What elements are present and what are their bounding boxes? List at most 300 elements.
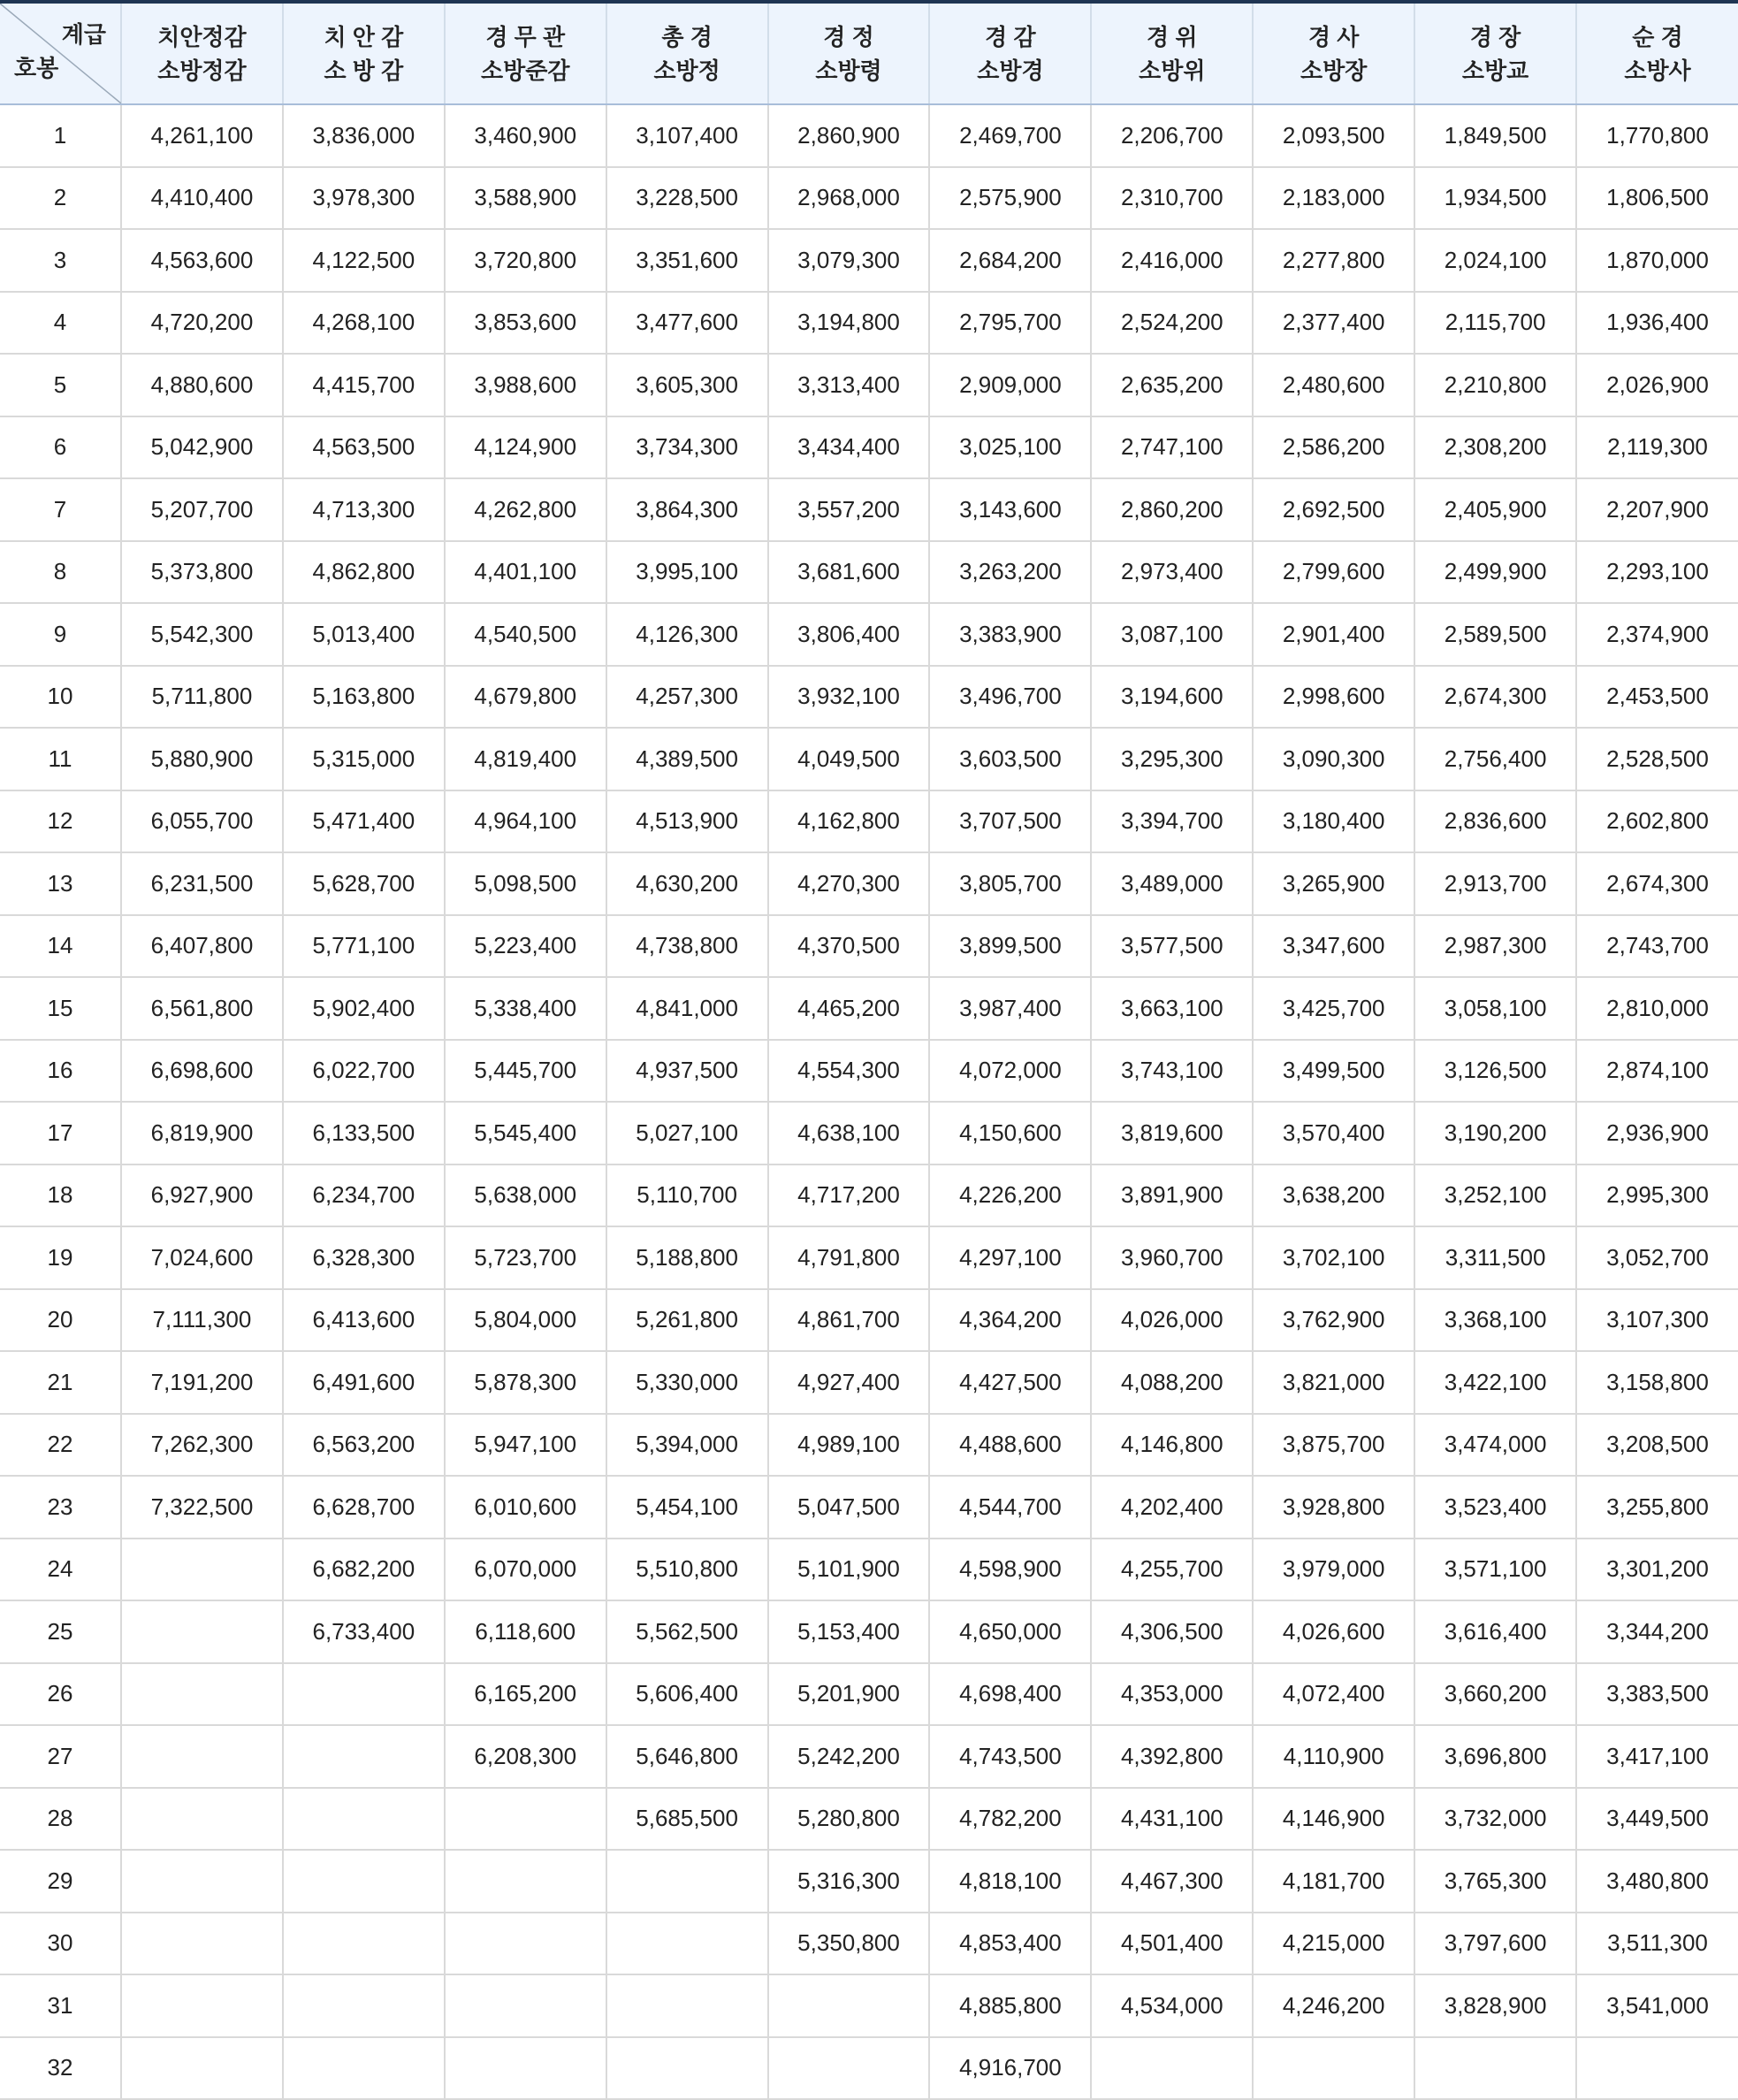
salary-cell xyxy=(768,1974,930,2037)
salary-cell: 3,058,100 xyxy=(1414,977,1576,1040)
salary-cell: 5,280,800 xyxy=(768,1788,930,1851)
salary-cell: 6,022,700 xyxy=(283,1040,445,1103)
salary-cell: 3,762,900 xyxy=(1253,1289,1414,1352)
salary-cell: 4,072,000 xyxy=(929,1040,1091,1103)
salary-cell: 3,891,900 xyxy=(1091,1165,1253,1227)
salary-cell: 3,743,100 xyxy=(1091,1040,1253,1103)
salary-cell: 4,743,500 xyxy=(929,1725,1091,1788)
salary-cell: 2,405,900 xyxy=(1414,478,1576,541)
salary-cell: 4,544,700 xyxy=(929,1476,1091,1539)
salary-cell: 3,107,300 xyxy=(1576,1289,1738,1352)
salary-cell: 2,183,000 xyxy=(1253,167,1414,230)
salary-cell: 2,207,900 xyxy=(1576,478,1738,541)
table-row xyxy=(0,1414,1738,1477)
salary-cell: 5,373,800 xyxy=(121,541,283,604)
salary-cell: 7,262,300 xyxy=(121,1414,283,1477)
salary-cell: 7,322,500 xyxy=(121,1476,283,1539)
step-cell: 26 xyxy=(0,1663,121,1726)
salary-cell: 6,055,700 xyxy=(121,790,283,853)
step-cell: 9 xyxy=(0,603,121,666)
step-corner-label: 호봉 xyxy=(14,55,59,81)
salary-cell xyxy=(283,1725,445,1788)
salary-cell: 3,499,500 xyxy=(1253,1040,1414,1103)
salary-cell: 4,861,700 xyxy=(768,1289,930,1352)
salary-cell: 2,747,100 xyxy=(1091,416,1253,479)
salary-cell: 3,158,800 xyxy=(1576,1351,1738,1414)
salary-cell: 6,491,600 xyxy=(283,1351,445,1414)
salary-cell: 5,454,100 xyxy=(606,1476,768,1539)
salary-cell: 3,806,400 xyxy=(768,603,930,666)
salary-cell: 6,561,800 xyxy=(121,977,283,1040)
salary-cell: 4,989,100 xyxy=(768,1414,930,1477)
salary-cell: 2,453,500 xyxy=(1576,666,1738,729)
salary-cell: 3,663,100 xyxy=(1091,977,1253,1040)
salary-cell: 3,979,000 xyxy=(1253,1539,1414,1601)
salary-cell: 4,841,000 xyxy=(606,977,768,1040)
salary-cell xyxy=(121,1539,283,1601)
salary-cell: 5,880,900 xyxy=(121,728,283,790)
salary-cell: 7,111,300 xyxy=(121,1289,283,1352)
salary-cell: 3,765,300 xyxy=(1414,1850,1576,1913)
rank-header-cell xyxy=(768,2,930,104)
table-row xyxy=(0,2037,1738,2100)
salary-cell xyxy=(283,1913,445,1975)
step-cell: 19 xyxy=(0,1226,121,1289)
salary-cell: 4,717,200 xyxy=(768,1165,930,1227)
salary-cell xyxy=(121,1913,283,1975)
salary-cell: 5,027,100 xyxy=(606,1102,768,1165)
salary-cell: 3,588,900 xyxy=(445,167,606,230)
salary-cell xyxy=(1576,2037,1738,2100)
salary-cell xyxy=(283,1974,445,2037)
salary-cell: 4,720,200 xyxy=(121,292,283,355)
salary-cell: 2,206,700 xyxy=(1091,104,1253,167)
salary-cell: 3,660,200 xyxy=(1414,1663,1576,1726)
step-cell: 4 xyxy=(0,292,121,355)
salary-cell: 5,628,700 xyxy=(283,852,445,915)
salary-cell: 7,191,200 xyxy=(121,1351,283,1414)
salary-cell: 5,047,500 xyxy=(768,1476,930,1539)
salary-cell xyxy=(445,2037,606,2100)
salary-cell: 2,499,900 xyxy=(1414,541,1576,604)
salary-cell xyxy=(121,1725,283,1788)
salary-cell: 4,638,100 xyxy=(768,1102,930,1165)
salary-cell: 4,162,800 xyxy=(768,790,930,853)
salary-cell: 5,223,400 xyxy=(445,915,606,978)
rank-header-cell xyxy=(1253,2,1414,104)
salary-cell xyxy=(283,1788,445,1851)
salary-cell: 4,257,300 xyxy=(606,666,768,729)
salary-cell: 4,181,700 xyxy=(1253,1850,1414,1913)
salary-cell: 4,465,200 xyxy=(768,977,930,1040)
salary-cell: 2,374,900 xyxy=(1576,603,1738,666)
salary-cell: 4,026,000 xyxy=(1091,1289,1253,1352)
salary-cell: 3,720,800 xyxy=(445,229,606,292)
salary-cell: 3,987,400 xyxy=(929,977,1091,1040)
table-row xyxy=(0,603,1738,666)
table-row xyxy=(0,790,1738,853)
table-row xyxy=(0,104,1738,167)
corner-header-cell xyxy=(0,2,121,104)
salary-cell: 2,973,400 xyxy=(1091,541,1253,604)
salary-cell: 3,228,500 xyxy=(606,167,768,230)
salary-cell: 3,052,700 xyxy=(1576,1226,1738,1289)
rank-header-cell xyxy=(606,2,768,104)
salary-cell: 6,407,800 xyxy=(121,915,283,978)
header-row xyxy=(0,2,1738,104)
salary-cell: 4,853,400 xyxy=(929,1913,1091,1975)
salary-cell: 5,013,400 xyxy=(283,603,445,666)
table-row xyxy=(0,1913,1738,1975)
salary-cell: 5,804,000 xyxy=(445,1289,606,1352)
salary-cell: 2,909,000 xyxy=(929,354,1091,416)
salary-cell: 5,261,800 xyxy=(606,1289,768,1352)
salary-cell: 5,188,800 xyxy=(606,1226,768,1289)
salary-cell: 5,542,300 xyxy=(121,603,283,666)
salary-cell: 2,093,500 xyxy=(1253,104,1414,167)
table-row xyxy=(0,1788,1738,1851)
rank-header-fire: 소방정감 xyxy=(157,57,247,84)
salary-cell: 2,684,200 xyxy=(929,229,1091,292)
salary-cell: 4,563,500 xyxy=(283,416,445,479)
table-row xyxy=(0,1102,1738,1165)
step-cell: 28 xyxy=(0,1788,121,1851)
salary-cell: 6,234,700 xyxy=(283,1165,445,1227)
salary-cell: 3,449,500 xyxy=(1576,1788,1738,1851)
table-row xyxy=(0,167,1738,230)
salary-cell: 4,306,500 xyxy=(1091,1600,1253,1663)
rank-header-cell xyxy=(1576,2,1738,104)
salary-cell: 4,630,200 xyxy=(606,852,768,915)
salary-cell: 2,119,300 xyxy=(1576,416,1738,479)
diagonal-divider xyxy=(0,4,121,103)
salary-cell: 6,628,700 xyxy=(283,1476,445,1539)
salary-cell: 3,805,700 xyxy=(929,852,1091,915)
salary-cell xyxy=(121,1974,283,2037)
table-row xyxy=(0,354,1738,416)
salary-cell: 3,301,200 xyxy=(1576,1539,1738,1601)
salary-cell: 2,795,700 xyxy=(929,292,1091,355)
step-cell: 31 xyxy=(0,1974,121,2037)
step-cell: 2 xyxy=(0,167,121,230)
salary-cell: 2,743,700 xyxy=(1576,915,1738,978)
salary-cell: 4,679,800 xyxy=(445,666,606,729)
salary-cell: 3,570,400 xyxy=(1253,1102,1414,1165)
salary-cell: 1,934,500 xyxy=(1414,167,1576,230)
salary-cell: 5,207,700 xyxy=(121,478,283,541)
table-row xyxy=(0,666,1738,729)
salary-cell: 2,810,000 xyxy=(1576,977,1738,1040)
salary-cell: 6,133,500 xyxy=(283,1102,445,1165)
salary-cell: 4,431,100 xyxy=(1091,1788,1253,1851)
salary-cell xyxy=(768,2037,930,2100)
salary-cell: 4,698,400 xyxy=(929,1663,1091,1726)
salary-cell: 4,124,900 xyxy=(445,416,606,479)
salary-cell: 3,194,800 xyxy=(768,292,930,355)
salary-cell xyxy=(1091,2037,1253,2100)
salary-cell: 4,146,800 xyxy=(1091,1414,1253,1477)
salary-cell: 5,163,800 xyxy=(283,666,445,729)
rank-header-cell xyxy=(121,2,283,104)
salary-cell: 4,488,600 xyxy=(929,1414,1091,1477)
table-row xyxy=(0,292,1738,355)
salary-cell: 2,602,800 xyxy=(1576,790,1738,853)
table-row xyxy=(0,1351,1738,1414)
salary-cell: 4,534,000 xyxy=(1091,1974,1253,2037)
salary-cell: 2,692,500 xyxy=(1253,478,1414,541)
salary-cell: 3,638,200 xyxy=(1253,1165,1414,1227)
salary-cell: 2,416,000 xyxy=(1091,229,1253,292)
salary-cell xyxy=(606,1850,768,1913)
salary-cell: 3,603,500 xyxy=(929,728,1091,790)
table-row xyxy=(0,478,1738,541)
salary-cell: 2,756,400 xyxy=(1414,728,1576,790)
salary-cell: 5,153,400 xyxy=(768,1600,930,1663)
salary-cell: 4,819,400 xyxy=(445,728,606,790)
salary-cell: 4,202,400 xyxy=(1091,1476,1253,1539)
salary-cell: 4,392,800 xyxy=(1091,1725,1253,1788)
salary-cell: 3,422,100 xyxy=(1414,1351,1576,1414)
salary-cell: 3,208,500 xyxy=(1576,1414,1738,1477)
salary-cell: 3,853,600 xyxy=(445,292,606,355)
table-row xyxy=(0,541,1738,604)
salary-cell xyxy=(283,1663,445,1726)
salary-cell: 3,605,300 xyxy=(606,354,768,416)
salary-cell xyxy=(445,1788,606,1851)
salary-cell: 3,434,400 xyxy=(768,416,930,479)
table-body xyxy=(0,104,1738,2099)
table-row xyxy=(0,977,1738,1040)
table-row xyxy=(0,852,1738,915)
table-row xyxy=(0,1226,1738,1289)
salary-cell: 2,589,500 xyxy=(1414,603,1576,666)
rank-header-fire: 소방사 xyxy=(1624,57,1691,84)
salary-cell: 3,707,500 xyxy=(929,790,1091,853)
salary-cell: 3,541,000 xyxy=(1576,1974,1738,2037)
salary-cell: 5,510,800 xyxy=(606,1539,768,1601)
salary-cell: 5,723,700 xyxy=(445,1226,606,1289)
salary-cell: 3,263,200 xyxy=(929,541,1091,604)
salary-cell: 4,150,600 xyxy=(929,1102,1091,1165)
salary-cell: 3,190,200 xyxy=(1414,1102,1576,1165)
salary-cell: 5,685,500 xyxy=(606,1788,768,1851)
salary-cell xyxy=(121,1788,283,1851)
salary-cell: 1,936,400 xyxy=(1576,292,1738,355)
salary-cell xyxy=(606,2037,768,2100)
rank-header-cell xyxy=(929,2,1091,104)
step-cell: 15 xyxy=(0,977,121,1040)
salary-cell: 5,315,000 xyxy=(283,728,445,790)
salary-cell: 2,860,200 xyxy=(1091,478,1253,541)
rank-corner-label: 계급 xyxy=(61,21,106,48)
salary-cell: 4,270,300 xyxy=(768,852,930,915)
table-row xyxy=(0,416,1738,479)
salary-cell xyxy=(1414,2037,1576,2100)
salary-cell: 4,262,800 xyxy=(445,478,606,541)
salary-cell: 4,501,400 xyxy=(1091,1913,1253,1975)
salary-cell: 3,978,300 xyxy=(283,167,445,230)
salary-cell xyxy=(445,1850,606,1913)
step-cell: 12 xyxy=(0,790,121,853)
salary-cell: 4,261,100 xyxy=(121,104,283,167)
salary-cell: 3,928,800 xyxy=(1253,1476,1414,1539)
salary-cell: 3,079,300 xyxy=(768,229,930,292)
salary-cell: 4,415,700 xyxy=(283,354,445,416)
salary-cell: 2,913,700 xyxy=(1414,852,1576,915)
salary-cell: 4,026,600 xyxy=(1253,1600,1414,1663)
salary-cell: 5,042,900 xyxy=(121,416,283,479)
salary-cell: 2,799,600 xyxy=(1253,541,1414,604)
salary-cell: 5,201,900 xyxy=(768,1663,930,1726)
salary-cell: 4,268,100 xyxy=(283,292,445,355)
salary-cell: 3,311,500 xyxy=(1414,1226,1576,1289)
rank-header-police: 경 감 xyxy=(985,23,1036,50)
salary-cell xyxy=(445,1974,606,2037)
rank-header-fire: 소방교 xyxy=(1461,57,1529,84)
salary-cell: 2,860,900 xyxy=(768,104,930,167)
salary-cell: 2,995,300 xyxy=(1576,1165,1738,1227)
salary-cell: 5,947,100 xyxy=(445,1414,606,1477)
salary-cell: 6,413,600 xyxy=(283,1289,445,1352)
table-row xyxy=(0,728,1738,790)
step-cell: 18 xyxy=(0,1165,121,1227)
salary-cell: 5,902,400 xyxy=(283,977,445,1040)
salary-cell xyxy=(121,1850,283,1913)
salary-cell: 3,821,000 xyxy=(1253,1351,1414,1414)
salary-cell: 3,425,700 xyxy=(1253,977,1414,1040)
salary-cell: 3,180,400 xyxy=(1253,790,1414,853)
step-cell: 30 xyxy=(0,1913,121,1975)
salary-cell: 2,987,300 xyxy=(1414,915,1576,978)
salary-cell: 6,698,600 xyxy=(121,1040,283,1103)
salary-cell: 3,351,600 xyxy=(606,229,768,292)
salary-cell: 2,674,300 xyxy=(1414,666,1576,729)
salary-cell: 3,477,600 xyxy=(606,292,768,355)
salary-cell: 4,297,100 xyxy=(929,1226,1091,1289)
step-cell: 32 xyxy=(0,2037,121,2100)
step-cell: 21 xyxy=(0,1351,121,1414)
salary-cell: 3,571,100 xyxy=(1414,1539,1576,1601)
step-cell: 27 xyxy=(0,1725,121,1788)
salary-cell: 6,231,500 xyxy=(121,852,283,915)
salary-cell: 6,733,400 xyxy=(283,1600,445,1663)
step-cell: 5 xyxy=(0,354,121,416)
salary-cell: 6,563,200 xyxy=(283,1414,445,1477)
salary-cell: 3,557,200 xyxy=(768,478,930,541)
salary-cell: 6,682,200 xyxy=(283,1539,445,1601)
salary-cell: 4,880,600 xyxy=(121,354,283,416)
salary-cell: 4,246,200 xyxy=(1253,1974,1414,2037)
rank-header-fire: 소방준감 xyxy=(480,57,570,84)
salary-cell: 4,513,900 xyxy=(606,790,768,853)
salary-cell: 2,674,300 xyxy=(1576,852,1738,915)
salary-cell: 3,875,700 xyxy=(1253,1414,1414,1477)
salary-cell: 5,545,400 xyxy=(445,1102,606,1165)
rank-header-fire: 소방경 xyxy=(977,57,1044,84)
salary-cell: 3,797,600 xyxy=(1414,1913,1576,1975)
salary-cell: 3,025,100 xyxy=(929,416,1091,479)
salary-cell: 4,467,300 xyxy=(1091,1850,1253,1913)
salary-cell: 1,849,500 xyxy=(1414,104,1576,167)
salary-cell: 4,353,000 xyxy=(1091,1663,1253,1726)
step-cell: 20 xyxy=(0,1289,121,1352)
salary-cell: 3,480,800 xyxy=(1576,1850,1738,1913)
salary-cell: 7,024,600 xyxy=(121,1226,283,1289)
salary-cell: 4,410,400 xyxy=(121,167,283,230)
step-cell: 25 xyxy=(0,1600,121,1663)
rank-header-police: 경 위 xyxy=(1147,23,1198,50)
salary-cell: 6,328,300 xyxy=(283,1226,445,1289)
step-cell: 29 xyxy=(0,1850,121,1913)
rank-header-police: 경 장 xyxy=(1469,23,1521,50)
salary-cell: 5,771,100 xyxy=(283,915,445,978)
rank-header-police: 경 정 xyxy=(823,23,874,50)
salary-cell: 2,308,200 xyxy=(1414,416,1576,479)
salary-cell: 6,010,600 xyxy=(445,1476,606,1539)
salary-cell: 4,401,100 xyxy=(445,541,606,604)
salary-cell: 3,460,900 xyxy=(445,104,606,167)
salary-cell: 1,770,800 xyxy=(1576,104,1738,167)
rank-header-fire: 소방정 xyxy=(653,57,720,84)
salary-cell: 2,377,400 xyxy=(1253,292,1414,355)
rank-header-police: 경 무 관 xyxy=(485,23,566,50)
salary-cell: 3,496,700 xyxy=(929,666,1091,729)
rank-header-police: 총 경 xyxy=(661,23,713,50)
salary-cell xyxy=(606,1913,768,1975)
salary-cell: 4,110,900 xyxy=(1253,1725,1414,1788)
salary-cell: 2,836,600 xyxy=(1414,790,1576,853)
salary-cell: 5,338,400 xyxy=(445,977,606,1040)
step-cell: 13 xyxy=(0,852,121,915)
salary-cell: 2,524,200 xyxy=(1091,292,1253,355)
salary-cell xyxy=(283,2037,445,2100)
salary-cell: 5,098,500 xyxy=(445,852,606,915)
salary-cell: 5,316,300 xyxy=(768,1850,930,1913)
salary-cell: 3,107,400 xyxy=(606,104,768,167)
salary-cell: 3,368,100 xyxy=(1414,1289,1576,1352)
salary-cell: 5,242,200 xyxy=(768,1725,930,1788)
salary-cell: 3,347,600 xyxy=(1253,915,1414,978)
salary-cell: 3,394,700 xyxy=(1091,790,1253,853)
salary-cell: 3,988,600 xyxy=(445,354,606,416)
table-row xyxy=(0,1725,1738,1788)
rank-header-police: 순 경 xyxy=(1632,23,1683,50)
salary-cell: 6,118,600 xyxy=(445,1600,606,1663)
salary-cell: 4,215,000 xyxy=(1253,1913,1414,1975)
salary-cell: 5,110,700 xyxy=(606,1165,768,1227)
step-cell: 8 xyxy=(0,541,121,604)
table-row xyxy=(0,1850,1738,1913)
salary-cell: 3,681,600 xyxy=(768,541,930,604)
salary-cell: 3,265,900 xyxy=(1253,852,1414,915)
salary-cell: 4,650,000 xyxy=(929,1600,1091,1663)
salary-cell: 3,828,900 xyxy=(1414,1974,1576,2037)
salary-cell: 5,350,800 xyxy=(768,1913,930,1975)
salary-cell: 2,936,900 xyxy=(1576,1102,1738,1165)
salary-cell: 3,313,400 xyxy=(768,354,930,416)
salary-cell: 4,049,500 xyxy=(768,728,930,790)
salary-cell: 3,696,800 xyxy=(1414,1725,1576,1788)
salary-cell: 6,927,900 xyxy=(121,1165,283,1227)
step-cell: 22 xyxy=(0,1414,121,1477)
salary-cell: 3,734,300 xyxy=(606,416,768,479)
salary-cell: 5,646,800 xyxy=(606,1725,768,1788)
salary-cell: 2,026,900 xyxy=(1576,354,1738,416)
salary-cell: 4,782,200 xyxy=(929,1788,1091,1851)
salary-cell: 6,819,900 xyxy=(121,1102,283,1165)
salary-cell: 4,540,500 xyxy=(445,603,606,666)
table-row xyxy=(0,1539,1738,1601)
